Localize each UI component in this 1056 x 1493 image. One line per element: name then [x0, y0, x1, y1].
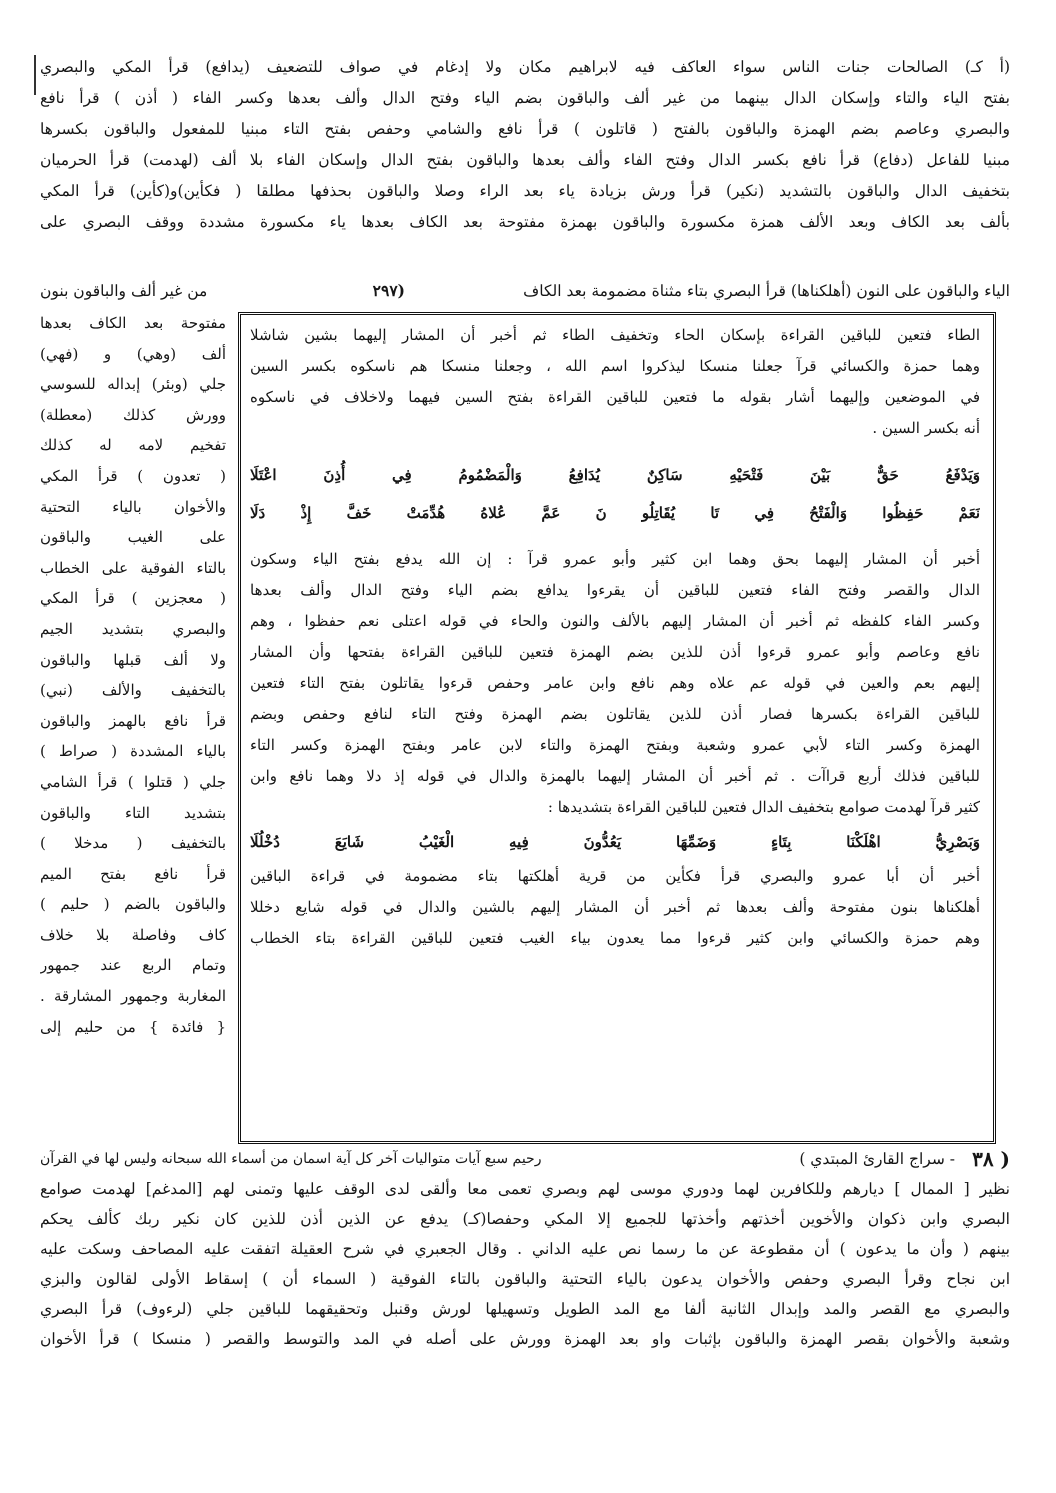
text-line: نظير [ الممال ] ديارهم وللكافرين لهما ودوري موسى لهم وبصري تعمى معا وألقى لدى الوقف عليها وتمنى لهم [المدغم] لهدمت صوامع	[40, 1180, 1010, 1198]
text-line: ( تعدون ) قرأ المكي	[40, 466, 226, 485]
text-line: قرأ نافع بفتح الميم	[40, 864, 226, 883]
text-segment: رحيم سبع آيات متواليات آخر كل آية اسمان من أسماء الله سبحانه وليس لها في القرآن	[40, 1151, 542, 1167]
text-line: على الغيب والباقون	[40, 528, 226, 547]
text-line: مبنيا للفاعل (دفاع) قرأ نافع بكسر الدال وفتح الفاء وألف بعدها والباقون بفتح الدال وإسكان الفاء بلا ألف (لهدمت) قرأ الحرميان	[40, 151, 1010, 169]
text-line: تفخيم لامه له كذلك	[40, 436, 226, 455]
text-line: المغاربة وجمهور المشارقة .	[40, 987, 226, 1006]
text-line: بالتخفيف ( مدخلا )	[40, 834, 226, 853]
text-line: البصري وابن ذكوان والأخوين أخذتهم وأخذتها للجميع إلا المكي وحفصا(كـ) يدفع عن الذين أذن للذين كان نكير ربك كألف يحكم	[40, 1210, 1010, 1228]
page-number: ( ٣٨	[972, 1147, 1010, 1171]
text-line: أهلكناها بنون مفتوحة وألف بعدها ثم أخبر أن المشار إليهم بالشين والدال في قوله شايع دخللا	[250, 898, 980, 916]
verse-number: (٢٩٧	[372, 281, 405, 300]
poem-verse: وَبَصْرِيُّ اهْلَكْنَا بِتَاءٍ وَضَمِّهَا يَعُدُّونَ فِيهِ الْغَيْبُ شَايَعَ دُخْلُلَا	[250, 833, 980, 851]
text-line: بالياء المشددة ( صراط )	[40, 742, 226, 761]
text-line: جلي (وبئر) إبداله للسوسي	[40, 375, 226, 394]
text-line: ألف (وهي) و (فهي)	[40, 344, 226, 363]
text-line: مفتوحة بعد الكاف بعدها	[40, 314, 226, 332]
text-line: ابن نجاح وقرأ البصري وحفص والأخوان يدعون بالياء التحتية والباقون بالتاء الفوقية ( السماء أن ) إسقاط الأولى لقالون والبزي	[40, 1270, 1010, 1288]
book-title: - سراج القارئ المبتدي )	[799, 1150, 955, 1168]
top-commentary	[40, 52, 1010, 238]
text-line: كثير قرآ لهدمت صوامع بتخفيف الدال فتعين للباقين القراءة بتشديدها :	[547, 798, 980, 816]
text-segment: من غير ألف والباقون بنون	[40, 282, 208, 300]
text-line: ولا ألف قبلها والباقون	[40, 650, 226, 669]
text-line: الدال والقصر وفتح الفاء فتعين للباقين أن يقرءوا يدافع بضم الياء وفتح الدال وألف بعدها	[250, 581, 980, 599]
text-line: الطاء فتعين للباقين القراءة بإسكان الحاء وتخفيف الطاء ثم أخبر أن المشار إليهما بشين شاشلا	[250, 326, 980, 344]
text-line: بألف بعد الكاف وبعد الألف همزة مكسورة والباقون بهمزة مفتوحة بعد الكاف بعدها ياء مكسورة مشددة ووقف البصري على	[40, 213, 1010, 231]
text-line: والبصري وعاصم بضم الهمزة والباقون بالفتح ( قاتلون ) قرأ نافع والشامي وحفص بفتح التاء مبنيا للمفعول والباقون بكسرها	[40, 120, 1010, 138]
text-line: بفتح الياء والتاء وإسكان الدال بينهما من غير ألف والباقون بضم الياء وفتح الدال وألف بعدها وكسر الفاء ( أذن ) قرأ نافع	[40, 89, 1010, 107]
text-line: والبصري بتشديد الجيم	[40, 619, 226, 638]
text-line: إليهم بعم والعين في قوله عم علاه وهم نافع وابن عامر وحفص قرءوا يقاتلون بفتح التاء فتعين	[250, 674, 980, 692]
text-line: بالتاء الفوقية على الخطاب	[40, 558, 226, 577]
text-line: أخبر أن المشار إليهما بحق وهما ابن كثير وأبو عمرو قرآ : إن الله يدفع بفتح الياء وسكون	[250, 550, 980, 568]
spacer	[250, 444, 980, 456]
text-line: للباقين فذلك أربع قراآت . ثم أخبر أن المشار إليهما بالهمزة والدال في قوله إذ دلا وهما نافع وابن	[250, 767, 980, 785]
text-line: بينهم ( وأن ما يدعون ) أن مقطوعة عن ما رسما نص عليه الداني . وقال الجعبري في شرح العقيلة اتفقت عليه المصاحف وسكت عليه	[40, 1240, 1010, 1258]
text-line: أنه بكسر السين .	[872, 419, 980, 437]
text-line: وشعبة والأخوان بقصر الهمزة والباقون بإثبات واو بعد الهمزة وورش على أصله في المد والتوسط والقصر ( منسكا ) قرأ الأخوان	[40, 1330, 1010, 1348]
margin-mark	[34, 55, 36, 95]
text-line: ( معجزين ) قرأ المكي	[40, 589, 226, 608]
poem-verse: وَيَدْفَعُ حَقٌّ بَيْنَ فَتْحَيْهِ سَاكِنٌ يُدَافِعُ وَالْمَضْمُومُ فِي أُذِنَ اعْتَلَا	[250, 466, 980, 484]
text-line: والباقون بالضم ( حليم )	[40, 895, 226, 914]
text-line: والبصري مع القصر والمد وإبدال الثانية ألفا مع المد الطويل وتسهيلها لورش وقنبل وتحقيقهما للباقين جلي (لرءوف) قرأ البصري	[40, 1300, 1010, 1318]
text-line: بالتخفيف والألف (نبي)	[40, 681, 226, 700]
text-line: قرأ نافع بالهمز والباقون	[40, 711, 226, 730]
text-line: وورش كذلك (معطلة)	[40, 405, 226, 424]
text-line: في الموضعين وإليهما أشار بقوله ما فتعين للباقين القراءة بفتح السين فيهما ولاخلاف في ناسكوه	[250, 388, 980, 406]
text-line: الهمزة وكسر التاء لأبي عمرو وشعبة وبفتح الهمزة والتاء لابن عامر وبفتح الهمزة وكسر التاء	[250, 736, 980, 754]
bottom-commentary	[40, 1174, 1010, 1354]
text-line: بتخفيف الدال والباقون بالتشديد (نكير) قرأ ورش بزيادة ياء بعد الراء وصلا والباقون بحذفها مطلقا ( فكأين)و(كأين) قرأ المكي	[40, 182, 1010, 200]
text-line: والأخوان بالياء التحتية	[40, 497, 226, 516]
margin-commentary	[40, 308, 226, 1042]
text-line: وكسر الفاء كلفظه ثم أخبر أن المشار إليهم بالألف والنون والحاء في قوله اعتلى نعم حفظوا ، وهم	[250, 612, 980, 630]
text-line: للباقين القراءة بكسرها فصار أذن للذين يقاتلون بضم الهمزة وفتح التاء لنافع وحفص وبضم	[250, 705, 980, 723]
text-line: أخبر أن أبا عمرو والبصري قرأ فكأين من قرية أهلكتها بتاء مضمومة في قراءة الباقين	[250, 867, 980, 885]
text-line: وهم حمزة والكسائي وابن كثير قرءوا مما يعدون بياء الغيب فتعين للباقين القراءة بتاء الخطاب	[250, 929, 980, 947]
page-footer	[40, 1144, 1010, 1174]
text-segment: الياء والباقون على النون (أهلكناها) قرأ البصري بتاء مثناة مضمومة بعد الكاف	[523, 282, 1010, 300]
text-line: بتشديد التاء والباقون	[40, 803, 226, 822]
poem-verse: نَعَمْ حَفِظُوا وَالْفَتْحُ فِي تَا يُقَاتِلُو نَ عَمَّ عُلاهُ هُدِّمَتْ خَفَّ إِذْ دَلَا	[250, 504, 980, 522]
text-line: كاف وفاصلة بلا خلاف	[40, 925, 226, 944]
text-line: نافع وعاصم وأبو عمرو قرءوا أذن للذين بضم الهمزة فتعين للباقين القراءة بفتحها وأن المشار	[250, 643, 980, 661]
main-text	[250, 320, 980, 954]
text-line: وهما حمزة والكسائي قرآ جعلنا منسكا ليذكروا اسم الله ، وجعلنا منسكا هم ناسكوه بكسر السين	[250, 357, 980, 375]
text-line: { فائدة } من حليم إلى	[40, 1017, 226, 1036]
text-line: جلي ( قتلوا ) قرأ الشامي	[40, 772, 226, 791]
text-line: وتمام الربع عند جمهور	[40, 956, 226, 975]
text-line: (أ كـ) الصالحات جنات الناس سواء العاكف فيه لابراهيم مكان ولا إدغام في صواف للتضعيف (يدافع) قرأ المكي والبصري	[40, 58, 1010, 76]
spacer	[250, 532, 980, 544]
